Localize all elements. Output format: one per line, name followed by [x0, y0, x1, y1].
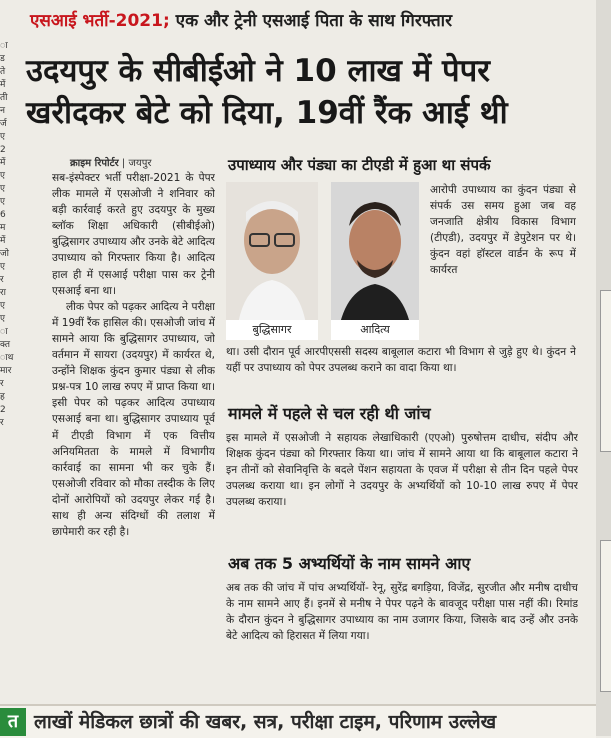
byline — [70, 155, 151, 169]
article-column-2-middle — [226, 430, 578, 544]
strip-fragment: रा — [0, 288, 7, 298]
strip-fragment: में — [0, 80, 6, 90]
article-column-2-continued — [226, 344, 576, 396]
strip-fragment: ए — [0, 262, 5, 272]
strip-fragment: मार — [0, 366, 12, 376]
article-column-1 — [52, 170, 215, 692]
footer-ad-strip — [0, 704, 596, 738]
photo-aditya — [331, 182, 419, 340]
footer-badge: त — [0, 708, 26, 736]
subhead-contact: उपाध्याय और पंड्या का टीएडी में हुआ था संपर्क — [228, 156, 491, 174]
adjacent-page-edge — [596, 0, 611, 736]
kicker-text: एक और ट्रेनी एसआई पिता के साथ गिरफ्तार — [169, 11, 453, 31]
adjacent-column-fragment — [0, 40, 12, 680]
portrait-illustration — [226, 182, 318, 340]
strip-fragment: ह — [0, 392, 5, 402]
edge-box — [600, 290, 611, 452]
article-column-2-bottom — [226, 580, 578, 696]
strip-fragment: जो — [0, 249, 10, 259]
strip-fragment: 2 — [0, 405, 6, 415]
subhead-candidates: अब तक 5 अभ्यर्थियों के नाम सामने आए — [228, 554, 471, 573]
photo-caption: बुद्धिसागर — [226, 320, 318, 340]
strip-fragment: ए — [0, 132, 5, 142]
strip-fragment: क्त — [0, 340, 10, 350]
headline-line: खरीदकर बेटे को दिया, 19वीं रैंक आई थी — [26, 95, 508, 131]
strip-fragment: ा — [0, 327, 8, 337]
strip-fragment: म — [0, 223, 6, 233]
byline-sep: | — [121, 158, 129, 169]
strip-fragment: र्ज — [0, 119, 7, 129]
strip-fragment: में — [0, 158, 6, 168]
strip-fragment: ती — [0, 93, 8, 103]
strip-fragment: ा — [0, 41, 8, 51]
paragraph: अब तक की जांच में पांच अभ्यर्थियों- रेनू, सुरेंद्र बगड़िया, विजेंद्र, सुरजीत और मनीष दाधीच के नाम सामने आए हैं। इनमें से मनीष ने पेपर पढ़ने के बावजूद परीक्षा पास नहीं की। रिमांड के दौरान कुंदन ने बुद्धिसागर उपाध्याय का नाम उजागर किया, जिसके बाद उन्हें और उनके बेटे आदित्य को हिरासत में लिया गया। — [226, 582, 578, 643]
strip-fragment: र — [0, 418, 4, 428]
strip-fragment: न — [0, 106, 5, 116]
strip-fragment: ए — [0, 301, 5, 311]
paragraph: था। उसी दौरान पूर्व आरपीएससी सदस्य बाबूलाल कटारा भी विभाग से जुड़े हुए थे। कुंदन ने यहीं पर उपाध्याय को पेपर उपलब्ध कराने का वादा किया था। — [226, 346, 576, 375]
strip-fragment: ड — [0, 54, 5, 64]
edge-box — [600, 540, 611, 692]
footer-text: लाखों मेडिकल छात्रों की खबर, सत्र, परीक्षा टाइम, परिणाम उल्लेख — [34, 711, 497, 733]
byline-city: जयपुर — [128, 158, 152, 169]
paragraph: सब-इंस्पेक्टर भर्ती परीक्षा-2021 के पेपर लीक मामले में एसओजी ने शनिवार को बड़ी कार्रवाई करते हुए उदयपुर के मुख्य ब्लॉक शिक्षा अधिकारी (सीबीईओ) बुद्धिसागर उपाध्याय और उनके बेटे आदित्य उपाध्याय को गिरफ्तार किया है। आदित्य हाल ही में एसआई परीक्षा पास कर ट्रेनी एसआई बना था। — [52, 172, 215, 297]
article-column-2-top — [430, 182, 576, 344]
photo-caption: आदित्य — [331, 320, 419, 340]
strip-fragment: ते — [0, 67, 6, 77]
strip-fragment: र — [0, 275, 4, 285]
strip-fragment: में — [0, 236, 6, 246]
strip-fragment: ए — [0, 184, 5, 194]
paragraph: आरोपी उपाध्याय का कुंदन पंड्या से संपर्क उस समय हुआ जब वह जनजाति क्षेत्रीय विकास विभाग (टीएडी), उदयपुर में डेपुटेशन पर थे। कुंदन वहां हॉस्टल वार्डन के रूप में कार्यरत — [430, 184, 576, 277]
strip-fragment: 2 — [0, 145, 6, 155]
strip-fragment: र — [0, 379, 4, 389]
portrait-illustration — [331, 182, 419, 340]
strip-fragment: 6 — [0, 210, 6, 220]
kicker-highlight: एसआई भर्ती-2021; — [30, 11, 170, 31]
photo-buddhisagar — [226, 182, 318, 340]
strip-fragment: ए — [0, 171, 5, 181]
strip-fragment: ाथ — [0, 353, 14, 363]
strip-fragment: ए — [0, 197, 5, 207]
byline-reporter: क्राइम रिपोर्टर — [70, 158, 119, 169]
paragraph: लीक पेपर को पढ़कर आदित्य ने परीक्षा में 19वीं रैंक हासिल की। एसओजी जांच में सामने आया कि बुद्धिसागर उपाध्याय, जो वर्तमान में सायरा (उदयपुर) में कार्यरत थे, उन्होंने शिक्षक कुंदन कुमार पंड्या से लीक प्रश्न-पत्र 10 लाख रुपए में प्राप्त किया था। इसी पेपर को पढ़कर आदित्य उपाध्याय एसआई बना था। बुद्धिसागर उपाध्याय पूर्व में टीएडी विभाग में एक वित्तीय अनियमितता के मामले में विभागीय कार्रवाई का सामना भी कर चुके हैं। एसओजी रविवार को मौका तस्दीक के लिए दोनों आरोपियों को उदयपुर लेकर गई है। साथ ही अन्य संदिग्धों की तलाश में छापेमारी कर रही है। — [52, 300, 215, 539]
headline-line: उदयपुर के सीबीईओ ने 10 लाख में पेपर — [26, 53, 490, 89]
subhead-investigation: मामले में पहले से चल रही थी जांच — [228, 404, 431, 423]
headline — [26, 50, 594, 134]
strip-fragment: ए — [0, 314, 5, 324]
kicker-line — [30, 8, 590, 31]
paragraph: इस मामले में एसओजी ने सहायक लेखाधिकारी (एएओ) पुरुषोत्तम दाधीच, संदीप और शिक्षक कुंदन पंड्या को गिरफ्तार किया था। जांच में सामने आया था कि बाबूलाल कटारा ने इन तीनों को सेवानिवृत्ति के बदले पेंशन सहायता के एवज में परीक्षा से तीन दिन पहले पेपर उपलब्ध कराया था। इन लोगों ने उदयपुर के अभ्यर्थियों को 10-10 लाख रुपए में पेपर उपलब्ध कराया। — [226, 432, 578, 509]
